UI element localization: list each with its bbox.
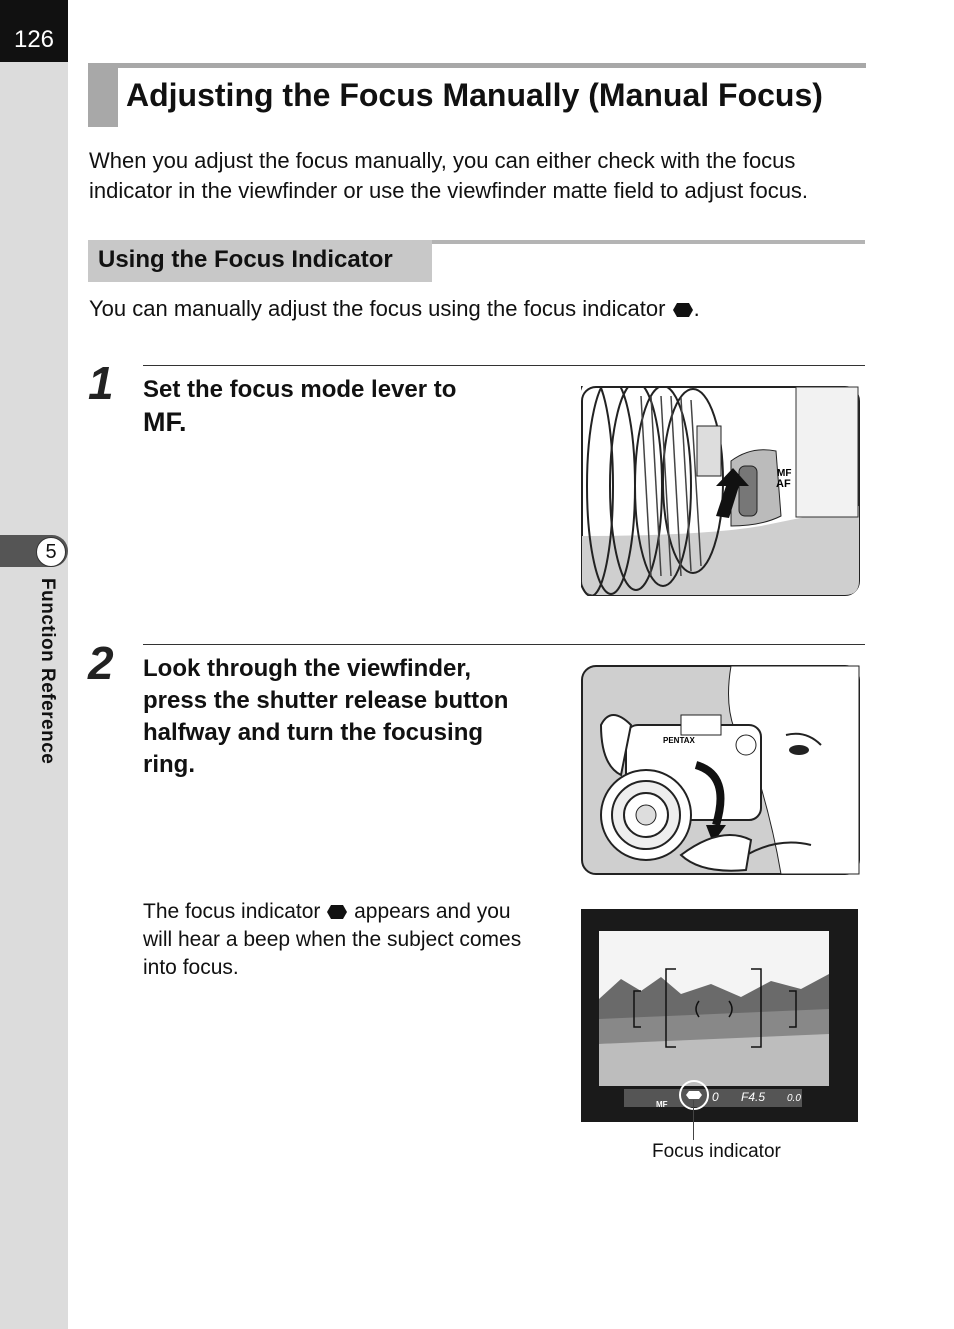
caption-leader-line [693,1100,694,1140]
step-2-number: 2 [88,637,114,689]
step-1-period: . [179,407,187,437]
step-2-rule [143,644,865,645]
note-text-end: appears and you will hear a beep when the subject comes into focus. [143,900,522,979]
viewfinder-mode-label: MF [656,1100,668,1109]
step-2-text: Look through the viewfinder, press the shutter release button halfway and turn the focusing ring. [143,655,509,778]
title-bar [88,63,866,127]
chapter-number: 5 [36,537,66,567]
section-lead-text: You can manually adjust the focus using the focus indicator [89,296,666,321]
page-number: 126 [13,26,55,53]
viewfinder-value2: 0.0 [787,1093,801,1104]
step-1-line1: Set the focus mode lever to [143,376,457,403]
chapter-label: Function Reference [37,578,58,765]
focus-indicator-icon-note [326,904,348,920]
page-title: Adjusting the Focus Manually (Manual Focus) [126,77,823,113]
step-1-mf: MF [143,407,179,437]
focus-indicator-icon [672,302,694,318]
note-text-start: The focus indicator [143,900,321,923]
viewfinder-view-illustration [581,909,858,1122]
section-lead-end: . [693,296,700,321]
section-lead [89,296,700,322]
camera-brand-label: PENTAX [663,736,695,745]
lever-label-af: AF [776,478,791,490]
focus-indicator-caption: Focus indicator [652,1141,781,1162]
lever-label-mf: MF [777,468,792,479]
section-title: Using the Focus Indicator [98,246,393,273]
viewfinder-value1: 0 [712,1090,719,1104]
step-1-text [143,374,533,438]
viewfinder-usage-illustration [581,665,860,875]
step-1-rule [143,365,865,366]
step-1-line2 [143,406,533,438]
step-2-note [143,898,543,982]
intro-paragraph: When you adjust the focus manually, you can either check with the focus indicator in the viewfinder or use the viewfinder matte field to adjust focus. [89,148,809,203]
viewfinder-aperture: F4.5 [741,1090,766,1104]
lever-illustration [581,386,860,596]
step-1-number: 1 [88,357,114,409]
